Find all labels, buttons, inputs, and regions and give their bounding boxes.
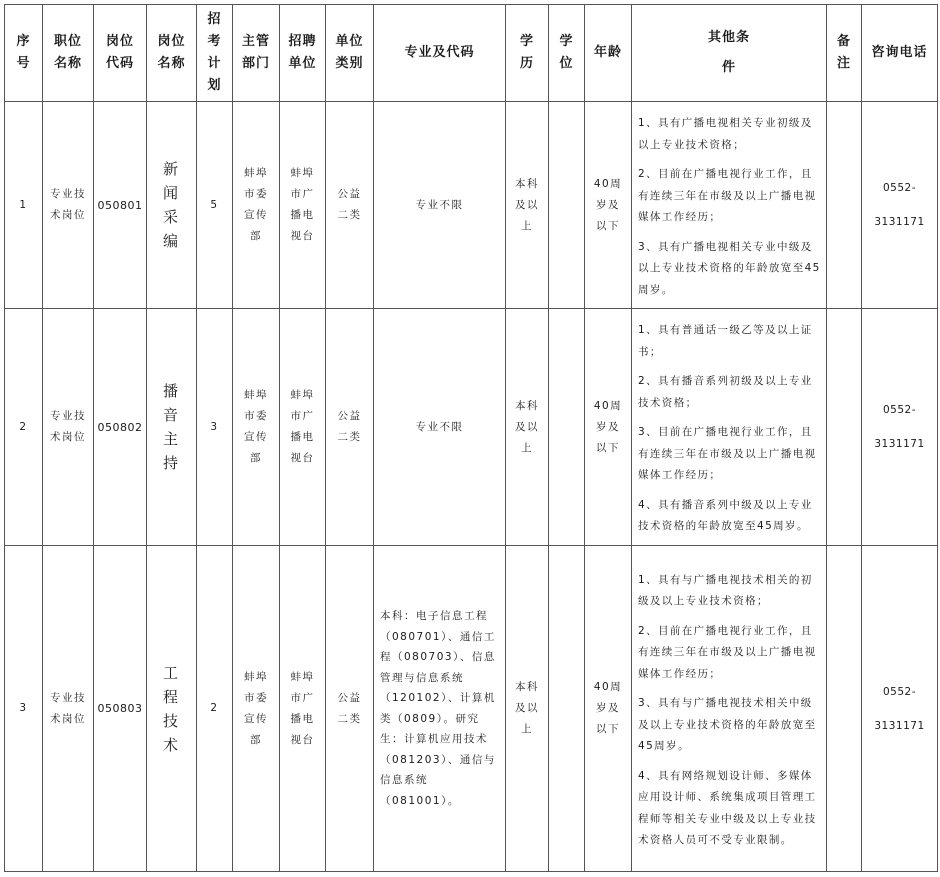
condition-item: 3、具有与广播电视技术相关中级及以上专业技术资格的年龄放宽至45周岁。	[638, 697, 817, 752]
cell-major: 本科：电子信息工程（080701）、通信工程（080703）、信息管理与信息系统（120102）、计算机类（0809）。研究生：计算机应用技术（081203）、通信与信息系统（081001）。	[374, 546, 506, 872]
cell-conditions	[632, 309, 827, 546]
cell-remark	[827, 102, 862, 309]
cell-post-title: 播音主持	[147, 309, 197, 546]
header-unit: 招聘单位	[280, 5, 326, 102]
header-post-name: 职位名称	[43, 5, 94, 102]
cell-phone: 0552-3131171	[862, 309, 938, 546]
cell-age: 40周岁及以下	[585, 546, 632, 872]
cell-post-name: 专业技术岗位	[43, 102, 94, 309]
table-row	[5, 102, 938, 309]
cell-major: 专业不限	[374, 309, 506, 546]
cell-age: 40周岁及以下	[585, 102, 632, 309]
table-row	[5, 546, 938, 872]
cell-seq: 1	[5, 102, 43, 309]
cell-degree	[549, 102, 585, 309]
cell-major: 专业不限	[374, 102, 506, 309]
cell-dept: 蚌埠市委宣传部	[233, 309, 280, 546]
header-degree: 学位	[549, 5, 585, 102]
condition-item: 2、目前在广播电视行业工作，且有连续三年在市级及以上广播电视媒体工作经历；	[638, 624, 817, 680]
condition-item: 1、具有广播电视相关专业初级及以上专业技术资格；	[638, 117, 813, 151]
condition-item: 3、具有广播电视相关专业中级及以上专业技术资格的年龄放宽至45周岁。	[638, 240, 821, 296]
cell-conditions	[632, 102, 827, 309]
cell-remark	[827, 309, 862, 546]
cell-degree	[549, 309, 585, 546]
header-dept: 主管部门	[233, 5, 280, 102]
cell-post-code: 050803	[94, 546, 147, 872]
cell-post-code: 050802	[94, 309, 147, 546]
cell-edu: 本科及以上	[506, 546, 549, 872]
cell-phone: 0552-3131171	[862, 102, 938, 309]
header-other: 其他条件	[632, 5, 827, 102]
header-unit-type: 单位类别	[326, 5, 374, 102]
cell-unit-type: 公益二类	[326, 546, 374, 872]
condition-item: 4、具有网络规划设计师、多媒体应用设计师、系统集成项目管理工程师等相关专业中级及以上专业技术资格人员可不受专业限制。	[638, 769, 817, 846]
cell-unit: 蚌埠市广播电视台	[280, 102, 326, 309]
header-remark: 备注	[827, 5, 862, 102]
cell-post-code: 050801	[94, 102, 147, 309]
cell-seq: 2	[5, 309, 43, 546]
cell-unit-type: 公益二类	[326, 309, 374, 546]
cell-unit-type: 公益二类	[326, 102, 374, 309]
condition-item: 2、具有播音系列初级及以上专业技术资格；	[638, 375, 813, 409]
condition-item: 2、目前在广播电视行业工作，且有连续三年在市级及以上广播电视媒体工作经历；	[638, 168, 817, 223]
cell-degree	[549, 546, 585, 872]
cell-dept: 蚌埠市委宣传部	[233, 546, 280, 872]
cell-conditions	[632, 546, 827, 872]
cell-post-title: 新闻采编	[147, 102, 197, 309]
cell-post-name: 专业技术岗位	[43, 309, 94, 546]
condition-item: 3、目前在广播电视行业工作，且有连续三年在市级及以上广播电视媒体工作经历；	[638, 426, 817, 482]
cell-post-title: 工程技术	[147, 546, 197, 872]
header-post-title: 岗位名称	[147, 5, 197, 102]
header-edu: 学历	[506, 5, 549, 102]
cell-age: 40周岁及以下	[585, 309, 632, 546]
header-plan: 招考计划	[197, 5, 233, 102]
recruitment-table	[4, 4, 938, 872]
header-phone: 咨询电话	[862, 5, 938, 102]
header-age: 年龄	[585, 5, 632, 102]
cell-plan: 5	[197, 102, 233, 309]
cell-unit: 蚌埠市广播电视台	[280, 546, 326, 872]
cell-unit: 蚌埠市广播电视台	[280, 309, 326, 546]
cell-post-name: 专业技术岗位	[43, 546, 94, 872]
header-major: 专业及代码	[374, 5, 506, 102]
cell-dept: 蚌埠市委宣传部	[233, 102, 280, 309]
cell-edu: 本科及以上	[506, 102, 549, 309]
cell-plan: 3	[197, 309, 233, 546]
cell-seq: 3	[5, 546, 43, 872]
header-seq: 序号	[5, 5, 43, 102]
cell-edu: 本科及以上	[506, 309, 549, 546]
table-row	[5, 309, 938, 546]
header-row	[5, 5, 938, 102]
condition-item: 1、具有普通话一级乙等及以上证书；	[638, 324, 813, 358]
cell-plan: 2	[197, 546, 233, 872]
condition-item: 1、具有与广播电视技术相关的初级及以上专业技术资格；	[638, 573, 813, 607]
cell-phone: 0552-3131171	[862, 546, 938, 872]
header-post-code: 岗位代码	[94, 5, 147, 102]
condition-item: 4、具有播音系列中级及以上专业技术资格的年龄放宽至45周岁。	[638, 498, 813, 533]
cell-remark	[827, 546, 862, 872]
